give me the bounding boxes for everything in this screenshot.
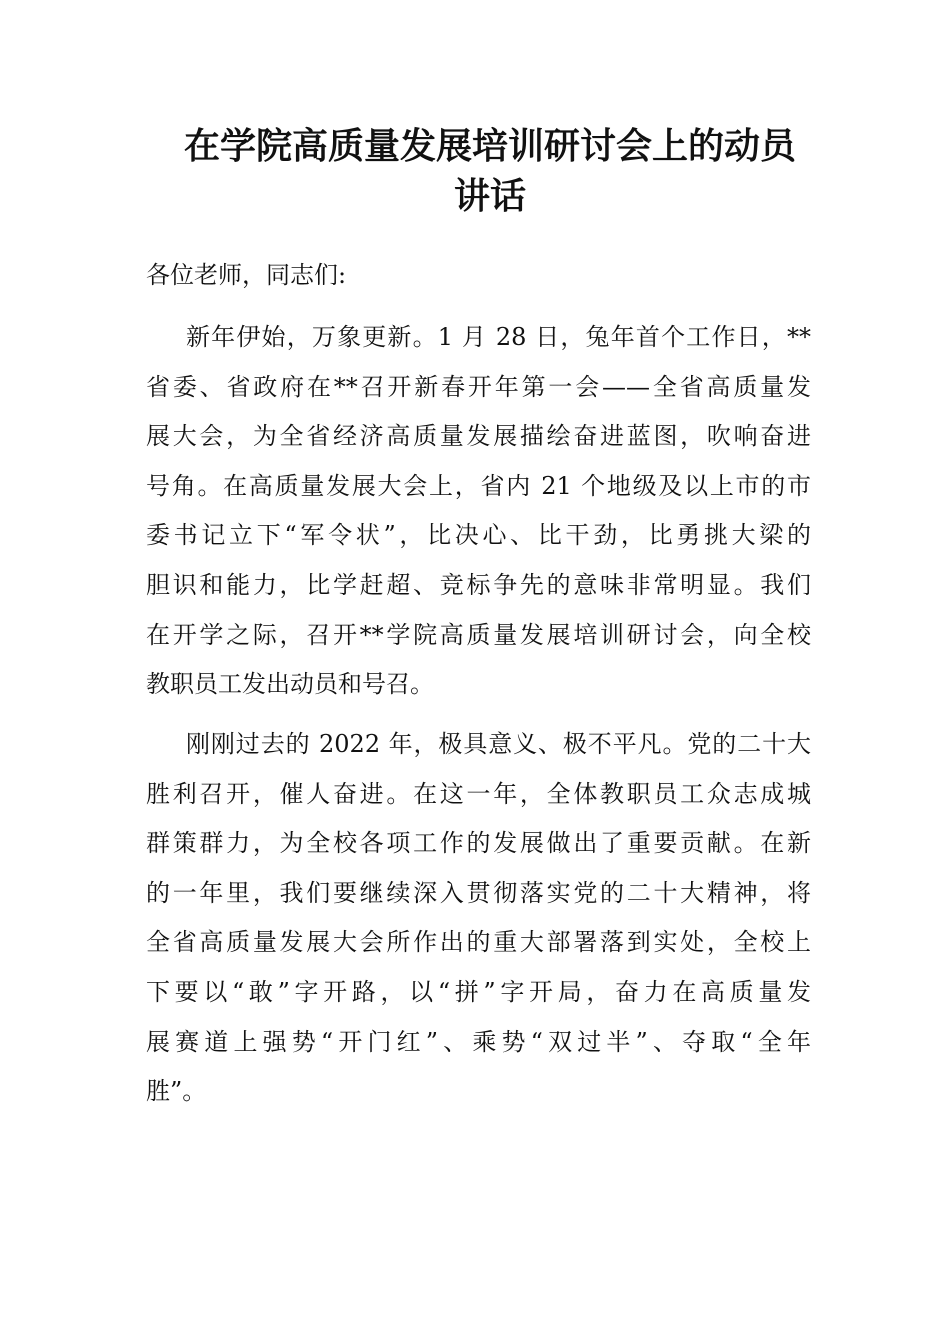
- paragraph-line: 展大会，为全省经济高质量发展描绘奋进蓝图，吹响奋进: [146, 422, 811, 451]
- paragraph-line: 号角。在高质量发展大会上，省内 21 个地级及以上市的市: [146, 471, 811, 500]
- paragraph-line: 胆识和能力，比学赶超、竞标争先的意味非常明显。我们: [146, 570, 811, 599]
- title-line: 讲话: [453, 176, 526, 217]
- paragraph-line: 省委、省政府在**召开新春开年第一会——全省高质量发: [146, 372, 811, 401]
- paragraph-line: 群策群力，为全校各项工作的发展做出了重要贡献。在新: [146, 829, 811, 858]
- paragraph-line: 新年伊始，万象更新。1 月 28 日，兔年首个工作日，**: [186, 323, 811, 351]
- page-title: [145, 122, 835, 222]
- body-paragraph: [146, 720, 811, 1117]
- paragraph-line: 刚刚过去的 2022 年，极具意义、极不平凡。党的二十大: [186, 730, 811, 758]
- paragraph-line: 全省高质量发展大会所作出的重大部署落到实处，全校上: [146, 928, 811, 957]
- paragraph-line: 胜”。: [146, 1077, 207, 1106]
- paragraph-line: 的一年里，我们要继续深入贯彻落实党的二十大精神，将: [146, 878, 811, 907]
- salutation: 各位老师，同志们:: [146, 261, 347, 289]
- paragraph-line: 在开学之际，召开**学院高质量发展培训研讨会，向全校: [146, 620, 811, 649]
- body-paragraph: [146, 313, 811, 710]
- paragraph-line: 委书记立下“军令状”，比决心、比干劲，比勇挑大梁的: [146, 521, 811, 550]
- paragraph-line: 教职员工发出动员和号召。: [146, 670, 434, 699]
- paragraph-line: 下要以“敢”字开路，以“拼”字开局，奋力在高质量发: [146, 977, 811, 1006]
- title-line: 在学院高质量发展培训研讨会上的动员: [183, 126, 796, 167]
- paragraph-line: 胜利召开，催人奋进。在这一年，全体教职员工众志成城: [146, 779, 811, 808]
- paragraph-line: 展赛道上强势“开门红”、乘势“双过半”、夺取“全年: [146, 1027, 811, 1056]
